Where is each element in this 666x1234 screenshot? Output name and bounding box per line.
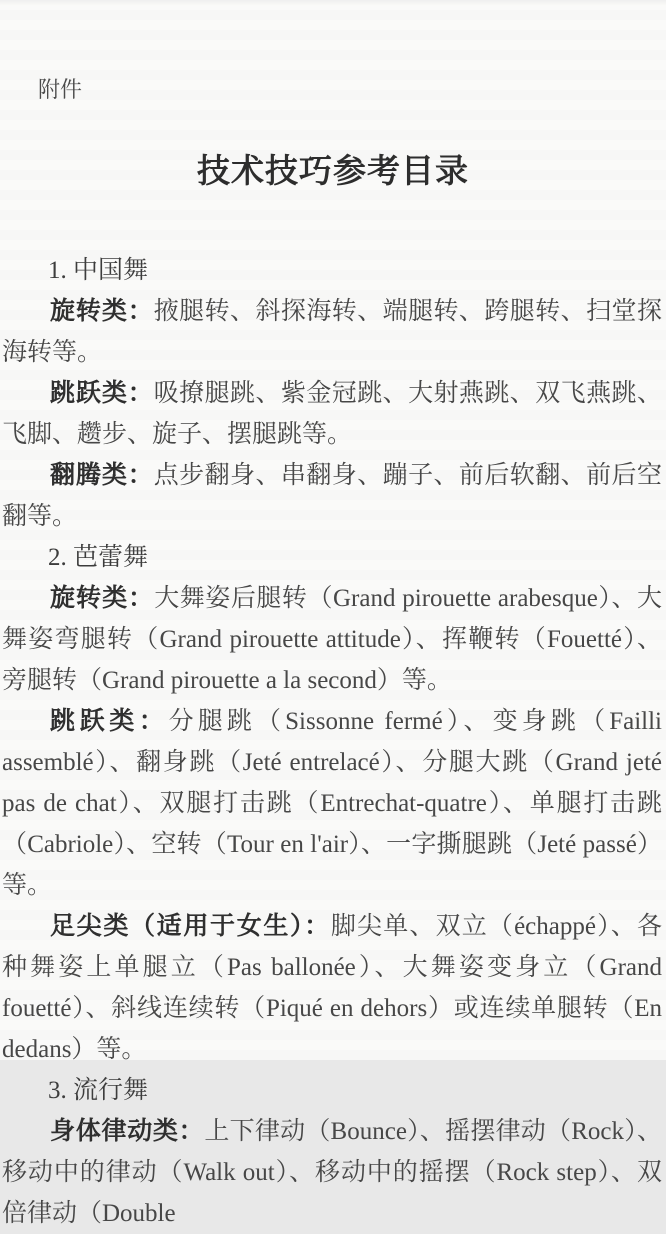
category-label-rotation: 旋转类： bbox=[50, 298, 154, 325]
category-label-ballet-jumps: 跳跃类： bbox=[50, 708, 169, 735]
paragraph-jumps bbox=[2, 373, 662, 455]
section-heading-pop-dance: 3. 流行舞 bbox=[48, 1077, 149, 1104]
document-title: 技术技巧参考目录 bbox=[197, 154, 469, 190]
paragraph-tumbling bbox=[2, 455, 662, 537]
category-label-ballet-rotation: 旋转类： bbox=[50, 585, 155, 612]
category-label-tumbling: 翻腾类： bbox=[50, 462, 154, 489]
paragraph-text: 吸撩腿跳、紫金冠跳、大射燕跳、双飞燕跳、飞脚、趱步、旋子、摆腿跳等。 bbox=[2, 380, 662, 448]
paragraph-ballet-rotation bbox=[2, 578, 662, 701]
attachment-label: 附件 bbox=[38, 77, 83, 102]
paragraph-rotation bbox=[2, 291, 662, 373]
paragraph-text: 脚尖单、双立（échappé）、各种舞姿上单腿立（Pas ballonée）、大舞姿变身立（Grand fouetté）、斜线连续转（Piqué en dehors）或连续单腿转（En dedans）等。 bbox=[2, 913, 662, 1063]
category-label-jumps: 跳跃类： bbox=[50, 380, 154, 407]
paragraph-ballet-jumps bbox=[2, 701, 662, 906]
section-heading-chinese-dance: 1. 中国舞 bbox=[48, 257, 149, 284]
paragraph-text: 上下律动（Bounce）、摇摆律动（Rock）、移动中的律动（Walk out）、移动中的摇摆（Rock step）、双倍律动（Double bbox=[2, 1118, 662, 1227]
paragraph-pointe bbox=[2, 906, 662, 1070]
section-heading-ballet: 2. 芭蕾舞 bbox=[48, 544, 149, 571]
paragraph-text: 大舞姿后腿转（Grand pirouette arabesque）、大舞姿弯腿转（Grand pirouette attitude）、挥鞭转（Fouetté）、旁腿转（Grand pirouette a la second）等。 bbox=[2, 585, 662, 694]
paragraph-text: 点步翻身、串翻身、蹦子、前后软翻、前后空翻等。 bbox=[2, 462, 662, 530]
category-label-pointe: 足尖类（适用于女生）： bbox=[50, 913, 331, 940]
paragraph-body-groove bbox=[2, 1111, 662, 1234]
paragraph-text: 掖腿转、斜探海转、端腿转、跨腿转、扫堂探海转等。 bbox=[2, 298, 662, 366]
paragraph-text: 分腿跳（Sissonne fermé）、变身跳（Failli assemblé）、翻身跳（Jeté entrelacé）、分腿大跳（Grand jeté pas de chat）、双腿打击跳（Entrechat-quatre）、单腿打击跳（Cabriole）、空转（Tour en l'air）、一字撕腿跳（Jeté passé）等。 bbox=[2, 708, 662, 899]
category-label-body-groove: 身体律动类： bbox=[50, 1118, 205, 1145]
document-body bbox=[0, 250, 666, 1234]
